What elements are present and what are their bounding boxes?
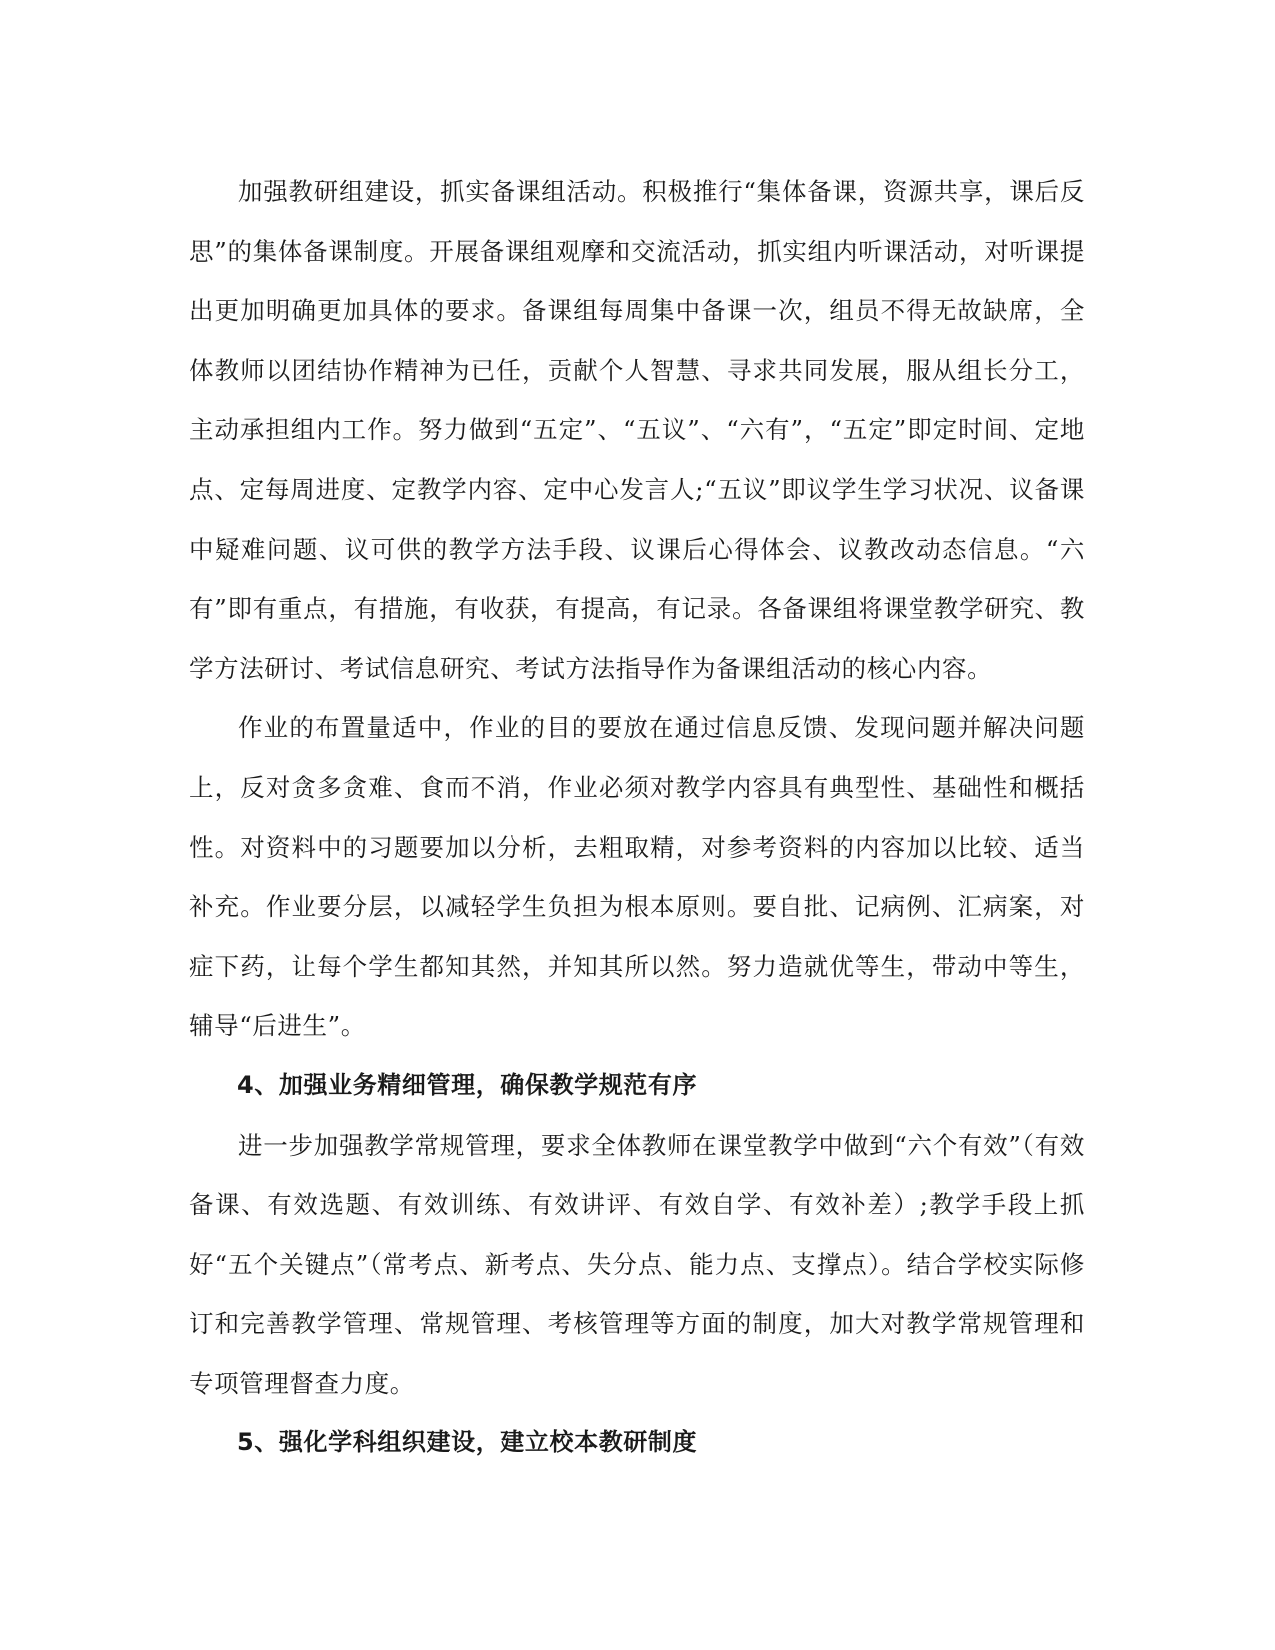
paragraph-homework: 作业的布置量适中，作业的目的要放在通过信息反馈、发现问题并解决问题上，反对贪多贪难、食而不消，作业必须对教学内容具有典型性、基础性和概括性。对资料中的习题要加以分析，去粗取精，对参考资料的内容加以比较、适当补充。作业要分层，以减轻学生负担为根本原则。要自批、记病例、汇病案，对症下药，让每个学生都知其然，并知其所以然。努力造就优等生，带动中等生，辅导“后进生”。: [189, 713, 1085, 1041]
paragraph-routine-management: 进一步加强教学常规管理，要求全体教师在课堂教学中做到“六个有效”（有效备课、有效选题、有效训练、有效讲评、有效自学、有效补差）;教学手段上抓好“五个关键点”（常考点、新考点、失分点、能力点、支撑点）。结合学校实际修订和完善教学管理、常规管理、考核管理等方面的制度，加大对教学常规管理和专项管理督查力度。: [189, 1130, 1085, 1398]
section-heading-4: 4、加强业务精细管理，确保教学规范有序: [237, 1070, 698, 1099]
paragraph-lesson-prep-groups: 加强教研组建设，抓实备课组活动。积极推行“集体备课，资源共享，课后反思”的集体备课制度。开展备课组观摩和交流活动，抓实组内听课活动，对听课提出更加明确更加具体的要求。备课组每周集中备课一次，组员不得无故缺席，全体教师以团结协作精神为已任，贡献个人智慧、寻求共同发展，服从组长分工，主动承担组内工作。努力做到“五定”、“五议”、“六有”，“五定”即定时间、定地点、定每周进度、定教学内容、定中心发言人;“五议”即议学生学习状况、议备课中疑难问题、议可供的教学方法手段、议课后心得体会、议教改动态信息。“六有”即有重点，有措施，有收获，有提高，有记录。各备课组将课堂教学研究、教学方法研讨、考试信息研究、考试方法指导作为备课组活动的核心内容。: [189, 177, 1085, 683]
document-body: [189, 162, 1085, 1473]
section-heading-5: 5、强化学科组织建设，建立校本教研制度: [237, 1428, 698, 1457]
